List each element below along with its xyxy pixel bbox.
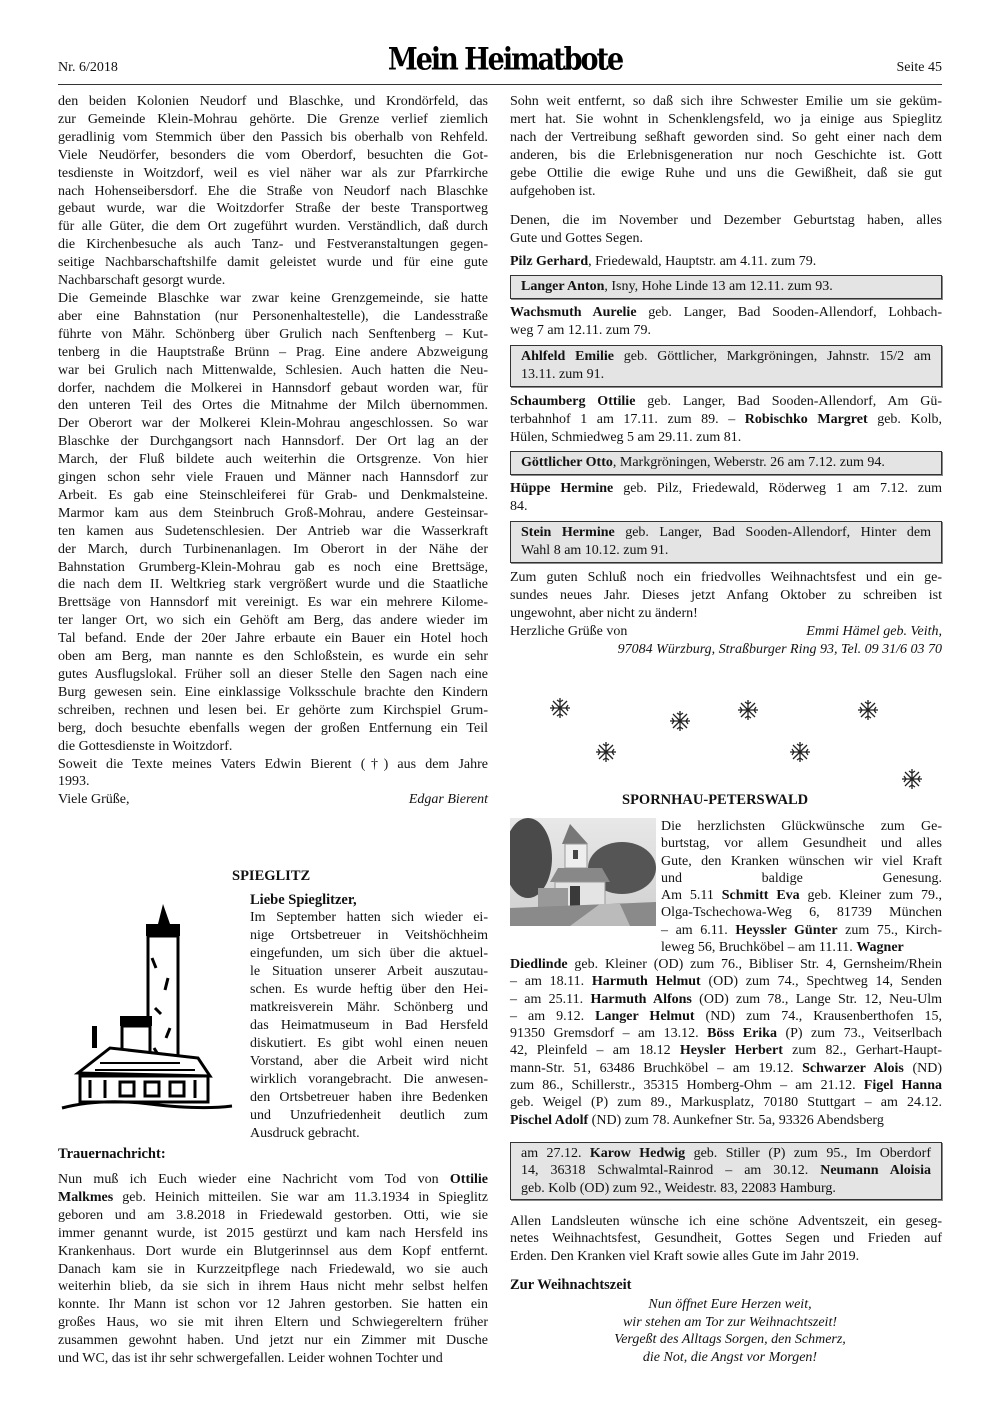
text-line: am 27.12. Karow Hedwig geb. Stiller (P) zum 95., Im Oberdorf bbox=[521, 1146, 932, 1161]
spornhau-intro bbox=[661, 818, 942, 956]
sign-off bbox=[510, 623, 942, 641]
person-name: Pilz Gerhard bbox=[510, 254, 589, 270]
text-line: und Unzufriedenheit deutlich zum bbox=[250, 1108, 488, 1123]
text-line: zusammen gewohnt haben. Und jetzt nur ein Zimmer mit Dusche bbox=[58, 1333, 488, 1349]
text-line: großes Haus, wo sie mit ihren Eltern und Schwiegereltern früher bbox=[58, 1315, 488, 1331]
birthday-entry bbox=[510, 304, 942, 340]
text-line: Im September hatten sich wieder ei- bbox=[250, 910, 488, 925]
text-line: – am 9.12. Langer Helmut (ND) zum 74., Krausenberthofen 15, bbox=[510, 1008, 942, 1024]
person-name: Heysler Herbert bbox=[679, 1043, 783, 1059]
paragraph bbox=[58, 756, 488, 792]
text-line: 13.11. zum 91. bbox=[521, 366, 605, 382]
text-line: Hülen, Schmiedweg 5 am 29.11. zum 81. bbox=[510, 429, 742, 445]
poem-line: Vergeßt des Alltags Sorgen, den Schmerz, bbox=[614, 1332, 846, 1347]
text-line: Langer Anton, Isny, Hohe Linde 13 am 12.11. zum 93. bbox=[521, 279, 833, 295]
text-line: Wachsmuth Aurelie geb. Langer, Bad Sooden-Allendorf, Lohbach- bbox=[510, 305, 942, 321]
text-line: netes Weihnachtsfest, Gesundheit, Gottes Segen und Frieden auf bbox=[510, 1231, 942, 1247]
person-name: Diedlinde bbox=[510, 957, 568, 972]
person-name: Langer Anton bbox=[521, 279, 605, 295]
text-line: Nun muß ich Euch wieder eine Nachricht vom Tod von Ottilie bbox=[58, 1172, 488, 1187]
sender-address: 97084 Würzburg, Straßburger Ring 93, Tel. 09 31/6 03 70 bbox=[617, 641, 942, 657]
sender-name: Emmi Hämel geb. Veith, bbox=[806, 623, 942, 639]
text-line: Zum guten Schluß noch ein friedvolles Weihnachtsfest und ein ge- bbox=[510, 569, 942, 585]
text-line: Krankenhaus. Dort wurde ein Blutgerinnsel aus dem Kopf entfernt. bbox=[58, 1243, 488, 1259]
text-line: Wahl 8 am 10.12. zum 91. bbox=[521, 543, 669, 559]
text-line: Ahlfeld Emilie geb. Göttlicher, Markgröningen, Jahnstr. 15/2 am bbox=[521, 348, 931, 364]
text-line: leweg 56, Bruchköbel – am 11.11. Wagner bbox=[661, 940, 904, 956]
text-line: Stein Hermine geb. Langer, Bad Sooden-Allendorf, Hinter dem bbox=[521, 525, 931, 541]
spornhau-wishes bbox=[510, 1213, 942, 1265]
text-line: Olga-Tschechowa-Weg 6, 81739 München bbox=[661, 905, 942, 921]
text-line: eingefunden, um sich über die aktuel- bbox=[250, 946, 488, 961]
text-line: geb. Kolb (OD) zum 92., Weidestr. 83, 22083 Hamburg. bbox=[521, 1180, 836, 1196]
snowflake-icon bbox=[549, 697, 571, 719]
person-name: Pischel Adolf bbox=[510, 1112, 589, 1128]
text-line: die Gottesdienste in Woitzdorf. bbox=[58, 738, 233, 754]
section-heading-spornhau: SPORNHAU-PETERSWALD bbox=[622, 792, 809, 808]
person-name: Robischko Margret bbox=[744, 411, 868, 427]
person-name: Figel Hanna bbox=[863, 1078, 942, 1094]
text-line: 1993. bbox=[58, 774, 90, 790]
text-line: gingen schon sehr viele Frauen und Männer nach Hannsdorf zur bbox=[58, 470, 488, 486]
greeting: Viele Grüße, bbox=[58, 792, 130, 808]
text-line: der March, durch Turbinenanlagen. Im Oberort in der Nähe der bbox=[58, 541, 488, 557]
birthday-entry-highlighted bbox=[510, 451, 942, 475]
snowflake-icon bbox=[901, 768, 923, 790]
text-line: Danach kam sie in Kurzzeitpflege nach Friedewald, wo sie auch bbox=[58, 1261, 488, 1277]
text-line: aufgehoben ist. bbox=[510, 183, 596, 199]
person-name: Heyssler Günter bbox=[735, 922, 838, 938]
text-line: Am 5.11 Schmitt Eva geb. Kleiner zum 79., bbox=[661, 888, 943, 904]
text-line: nach Hohenseibersdorf. Ehe die Straße von Neudorf nach Blaschke bbox=[58, 183, 488, 199]
text-line: 14, 36318 Schwalmtal-Rainrod – am 30.12. Neumann Aloisia bbox=[521, 1163, 931, 1179]
text-line: tesdienste in Woitzdorf, weil es viel näher war als zur Pfarrkirche bbox=[58, 165, 488, 181]
person-name: Stein Hermine bbox=[521, 525, 615, 541]
text-line: Tal befand. Ende der 20er Jahre erbaute ein Bauer ein Hotel hoch bbox=[58, 631, 488, 647]
text-line: konnte. Ihr Mann ist schon vor 12 Jahren gestorben. Sie hatten ein bbox=[58, 1297, 488, 1313]
paragraph bbox=[58, 290, 488, 756]
birthday-entry bbox=[510, 253, 942, 271]
person-name: Hüppe Hermine bbox=[510, 481, 614, 497]
text-line: anderen, bis die Erlebnisgeneration nur noch Geschichte ist. Gott bbox=[510, 147, 942, 163]
text-line: terbahnhof 1 am 17.11. zum 89. – Robischko Margret geb. Kolb, bbox=[510, 411, 942, 427]
text-line: berg, doch besuchte ebenfalls wegen der großen Entfernung ein Teil bbox=[58, 720, 488, 736]
text-line: Allen Landsleuten wünsche ich eine schöne Adventszeit, ein geseg- bbox=[510, 1214, 942, 1229]
text-line: die Kirchenbesuche als auch Tanz- und Festveranstaltungen gegen- bbox=[58, 237, 488, 253]
text-line: geradlinig vom Stemmich über den Passich bis oberhalb von Rehfeld. bbox=[58, 129, 488, 145]
text-line: gebe Ottilie die ewige Ruhe und uns die Gewißheit, daß sie gut bbox=[510, 165, 942, 181]
text-line: nach der Vertreibung seßhaft geworden sind. So geht einer nach dem bbox=[510, 129, 942, 145]
text-line: den Ortsbetreuer haben ihre Bedenken bbox=[250, 1090, 488, 1105]
text-line: Pilz Gerhard, Friedewald, Hauptstr. am 4.11. zum 79. bbox=[510, 254, 817, 270]
text-line: Ausdruck gebracht. bbox=[250, 1126, 360, 1141]
left-article bbox=[58, 93, 488, 809]
text-line: die nach dem II. Weltkrieg stark vergrößert wurde und die Staatliche bbox=[58, 577, 488, 593]
church-photo bbox=[510, 818, 656, 926]
spornhau-birthday-box bbox=[510, 1142, 942, 1200]
text-line: Burg gewesen sein. Eine einklassige Volksschule brachte den Kindern bbox=[58, 684, 488, 700]
text-line: – am 18.11. Harmuth Helmut (OD) zum 74., Spechtweg 14, Senden bbox=[510, 974, 942, 990]
text-line: March, der Fluß bildete auch weiterhin die Ortsgrenze. Von hier bbox=[58, 452, 488, 468]
page-number: Seite 45 bbox=[896, 60, 942, 75]
text-line: Die herzlichsten Glückwünsche zum Ge- bbox=[661, 819, 942, 834]
text-line: – am 25.11. Harmuth Alfons (OD) zum 78., Lange Str. 12, Neu-Ulm bbox=[510, 991, 942, 1007]
person-name: Wachsmuth Aurelie bbox=[510, 305, 637, 321]
text-line: 42, Pleinfeld – am 18.12 Heysler Herbert zum 82., Gerhart-Haupt- bbox=[510, 1043, 942, 1059]
person-name: Schaumberg Ottilie bbox=[510, 393, 636, 409]
section-heading-spieglitz: SPIEGLITZ bbox=[232, 868, 311, 884]
text-line: Denen, die im November und Dezember Geburtstag haben, alles bbox=[510, 213, 942, 229]
text-line: matkreisverein Mähr. Schönberg und bbox=[250, 1000, 488, 1015]
person-name: Wagner bbox=[856, 940, 904, 956]
text-line: schreiben, rechnen und lesen bei. Er gehörte zum Kirchspiel Grum- bbox=[58, 702, 488, 718]
text-line: Vorstand, aber die Arbeit wird nicht bbox=[250, 1054, 488, 1069]
text-line: burtstag, vor allem Gesundheit und alles bbox=[661, 836, 942, 852]
text-line: Die Gemeinde Blaschke war zwar keine Grenzgemeinde, sie hatte bbox=[58, 290, 488, 306]
text-line: den unteren Teil des Ortes die Mitnahme der Milch übernommen. bbox=[58, 398, 488, 414]
text-line: diskutiert. Es gibt wohl einen neuen bbox=[250, 1036, 488, 1051]
text-line: immer genannt wurde, ist 2015 gestürzt und kam nach Hersfeld ins bbox=[58, 1225, 488, 1241]
poem-line: Nun öffnet Eure Herzen weit, bbox=[648, 1297, 812, 1312]
text-line: das Heimatmuseum in Bad Hersfeld bbox=[250, 1018, 488, 1033]
text-line: nige Ortsbetreuer in Veitshöchheim bbox=[250, 928, 488, 943]
salutation: Liebe Spieglitzer, bbox=[250, 892, 357, 908]
person-name: Schmitt Eva bbox=[721, 888, 800, 904]
text-line: zur Gemeinde Klein-Mohrau gehörte. Die Grenze verlief ziemlich bbox=[58, 111, 488, 127]
text-line: gutes Ausflugslokal. Früher soll an dieser Stelle den Sagen nach eine bbox=[58, 667, 488, 682]
poem-heading: Zur Weihnachtszeit bbox=[510, 1277, 632, 1293]
paragraph bbox=[510, 212, 942, 248]
text-line: ten kamen aus Sudetenschlesien. Der Antrieb war die Wasserkraft bbox=[58, 523, 488, 539]
text-line: oben am Berg, man nannte es den Schloßstein, es wurde ein sehr bbox=[58, 649, 488, 665]
poem bbox=[560, 1296, 900, 1366]
tower-illustration bbox=[60, 898, 235, 1120]
person-name: Ottilie bbox=[449, 1172, 488, 1187]
text-line: Sohn weit entfernt, so daß sich ihre Schwester Emilie um sie geküm- bbox=[510, 94, 942, 109]
snowflake-icon bbox=[595, 741, 617, 763]
paragraph bbox=[510, 93, 942, 200]
issue-number: Nr. 6/2018 bbox=[58, 60, 118, 75]
masthead-logo: Mein Heimatbote bbox=[387, 41, 623, 78]
text-line: ter langer Ort, wo sich ein Gehöft am Berg, das andere wieder im bbox=[58, 613, 488, 629]
snowflake-icon bbox=[789, 741, 811, 763]
text-line: Schaumberg Ottilie geb. Langer, Bad Sooden-Allendorf, Am Gü- bbox=[510, 393, 942, 409]
text-line: 91350 Gremsdorf – am 13.12. Böss Erika (P) zum 73., Veitserlbach bbox=[510, 1026, 942, 1042]
text-line: Nachbarschaft gesorgt wurde. bbox=[58, 273, 226, 289]
text-line: tenberg in die Hauptstraße Brünn – Prag. Eine andere Abzweigung bbox=[58, 344, 488, 360]
text-line: le Situation unserer Arbeit auszutau- bbox=[250, 964, 488, 979]
text-line: zum 86., Schillerstr., 35315 Homberg-Ohm – am 21.12. Figel Hanna bbox=[510, 1078, 942, 1094]
text-line: Erden. Den Kranken viel Kraft sowie alles Gute im Jahr 2019. bbox=[510, 1248, 860, 1264]
paragraph bbox=[510, 569, 942, 623]
birthday-entry-highlighted bbox=[510, 521, 942, 563]
person-name: Neumann Aloisia bbox=[820, 1163, 931, 1179]
text-line: Marmor kam aus dem Steinbruch Groß-Mohrau, andere Gesteinsar- bbox=[58, 505, 488, 521]
obituary-heading: Trauernachricht: bbox=[58, 1146, 166, 1162]
paragraph bbox=[58, 93, 488, 290]
text-line: wirklich vorangebracht. Die anwesen- bbox=[250, 1072, 488, 1087]
person-name: Langer Helmut bbox=[595, 1008, 695, 1024]
birthday-entry-highlighted bbox=[510, 275, 942, 299]
sign-off bbox=[58, 791, 488, 809]
closing: Herzliche Grüße von bbox=[510, 623, 628, 639]
text-line: führte von Mähr. Schönberg über Grulich nach Senftenberg – Kut- bbox=[58, 326, 488, 342]
text-line: Hüppe Hermine geb. Pilz, Friedewald, Röderweg 1 am 7.12. zum bbox=[510, 481, 942, 497]
birthday-entry bbox=[510, 393, 942, 447]
person-name: Malkmes bbox=[58, 1189, 114, 1205]
person-name: Ahlfeld Emilie bbox=[521, 348, 614, 364]
snowflake-icon bbox=[737, 699, 759, 721]
text-line: war bei Grulich nach Mittenwalde, Schlesien. Auch hatten die Neu- bbox=[58, 362, 488, 378]
person-name: Göttlicher Otto bbox=[521, 455, 613, 471]
text-line: ungewohnt, aber nicht zu ändern! bbox=[510, 605, 698, 621]
snowflake-icon bbox=[669, 710, 691, 732]
text-line: schen. Es wurde heftig über den Hei- bbox=[250, 982, 488, 997]
text-line: Göttlicher Otto, Markgröningen, Weberstr. 26 am 7.12. zum 94. bbox=[521, 455, 885, 471]
text-line: sundes neues Jahr. Dieses jetzt Anfang Oktober zu schreiben ist bbox=[510, 587, 942, 603]
text-line: Viele Neudörfer, besonders die vom Oberdorf, besuchten die Got- bbox=[58, 147, 488, 163]
birthday-entry bbox=[510, 480, 942, 516]
person-name: Schwarzer Alois bbox=[802, 1060, 904, 1076]
text-line: den beiden Kolonien Neudorf und Blaschke, und Krondörfeld, das bbox=[58, 94, 488, 109]
text-line: Soweit die Texte meines Vaters Edwin Bierent (†) aus dem Jahre bbox=[58, 756, 488, 772]
text-line: Bahnstation Grumberg-Klein-Mohrau gab es noch eine Brettsäge, bbox=[58, 559, 488, 575]
text-line: – am 6.11. Heyssler Günter zum 75., Kirch- bbox=[661, 922, 942, 938]
person-name: Karow Hedwig bbox=[589, 1146, 686, 1161]
text-line: und WC, das ist ihr sehr schwergefallen. Leider wohnen Tochter und bbox=[58, 1351, 443, 1367]
text-line: Gute, den Kranken wünschen wir viel Kraft bbox=[661, 853, 942, 869]
text-line: Brettsäge von Hannsdorf mit vereinigt. Es war ein mehrere Kilome- bbox=[58, 595, 488, 611]
spieglitz-article bbox=[250, 891, 488, 1143]
paragraph bbox=[250, 909, 488, 1143]
text-line: gebaut wurde, war die Woitzdorfer Straße der beste Transportweg bbox=[58, 201, 488, 217]
snowflake-icon bbox=[857, 699, 879, 721]
spornhau-birthday-list bbox=[510, 956, 942, 1129]
text-line: mert hat. Sie wohnt in Schenklengsfeld, wo ja einige aus Spieglitz bbox=[510, 111, 942, 127]
text-line: Pischel Adolf (ND) zum 78. Aunkefner Str. 5a, 93326 Abendsberg bbox=[510, 1112, 884, 1128]
text-line: geboren und am 3.8.2018 in Friedewald gestorben. Otti, wie sie bbox=[58, 1207, 488, 1223]
text-line: weiterhin blieb, da sie sich in ihrem Haus nicht mehr selbst helfen bbox=[58, 1279, 488, 1295]
text-line: und baldige Genesung. bbox=[661, 870, 942, 886]
text-line: geb. Weigel (P) zum 89., Markusplatz, 70180 Stuttgart – am 24.12. bbox=[510, 1095, 942, 1111]
obituary-text bbox=[58, 1171, 488, 1368]
right-article bbox=[510, 93, 942, 658]
text-line: mann-Str. 51, 63486 Bruchköbel – am 19.12. Schwarzer Alois (ND) bbox=[510, 1060, 942, 1076]
text-line: Gute und Gottes Segen. bbox=[510, 231, 643, 247]
text-line: Diedlinde geb. Kleiner (OD) zum 76., Bibliser Str. 4, Gernsheim/Rhein bbox=[510, 957, 942, 972]
text-line: aber eine Bahnstation (nur Personenhaltestelle), die Landesstraße bbox=[58, 308, 488, 324]
person-name: Harmuth Helmut bbox=[591, 974, 701, 990]
poem-line: die Not, die Angst vor Morgen! bbox=[642, 1349, 818, 1365]
poem-line: wir stehen am Tor zur Weihnachtszeit! bbox=[622, 1314, 838, 1330]
text-line: Blaschke der Durchgangsort nach Hannsdorf. Der Ort lag an der bbox=[58, 434, 488, 450]
author-signature: Edgar Bierent bbox=[408, 792, 488, 808]
text-line: Arbeit. Es gab eine Steinschleiferei für Grab- und Denkmalsteine. bbox=[58, 487, 488, 503]
text-line: 84. bbox=[510, 499, 528, 515]
person-name: Harmuth Alfons bbox=[590, 991, 692, 1007]
text-line: Der Oberort war der Molkerei Klein-Mohrau angeschlossen. So war bbox=[58, 416, 488, 432]
person-name: Böss Erika bbox=[707, 1026, 777, 1042]
text-line: für alle Güter, die dem Ort zugeführt wurden. Verständlich, daß durch bbox=[58, 219, 488, 235]
text-line: Malkmes geb. Heinich mitteilen. Sie war am 11.3.1934 in Spieglitz bbox=[58, 1189, 488, 1205]
text-line: seitige Nachbarschaftshilfe damit geleistet wurde und für eine gute bbox=[58, 255, 488, 271]
birthday-entry-highlighted bbox=[510, 345, 942, 387]
text-line: dorfer, nachdem die Molkerei in Hannsdorf gebaut worden war, für bbox=[58, 380, 488, 396]
text-line: weg 7 am 12.11. zum 79. bbox=[510, 322, 652, 338]
header-rule bbox=[58, 84, 942, 85]
